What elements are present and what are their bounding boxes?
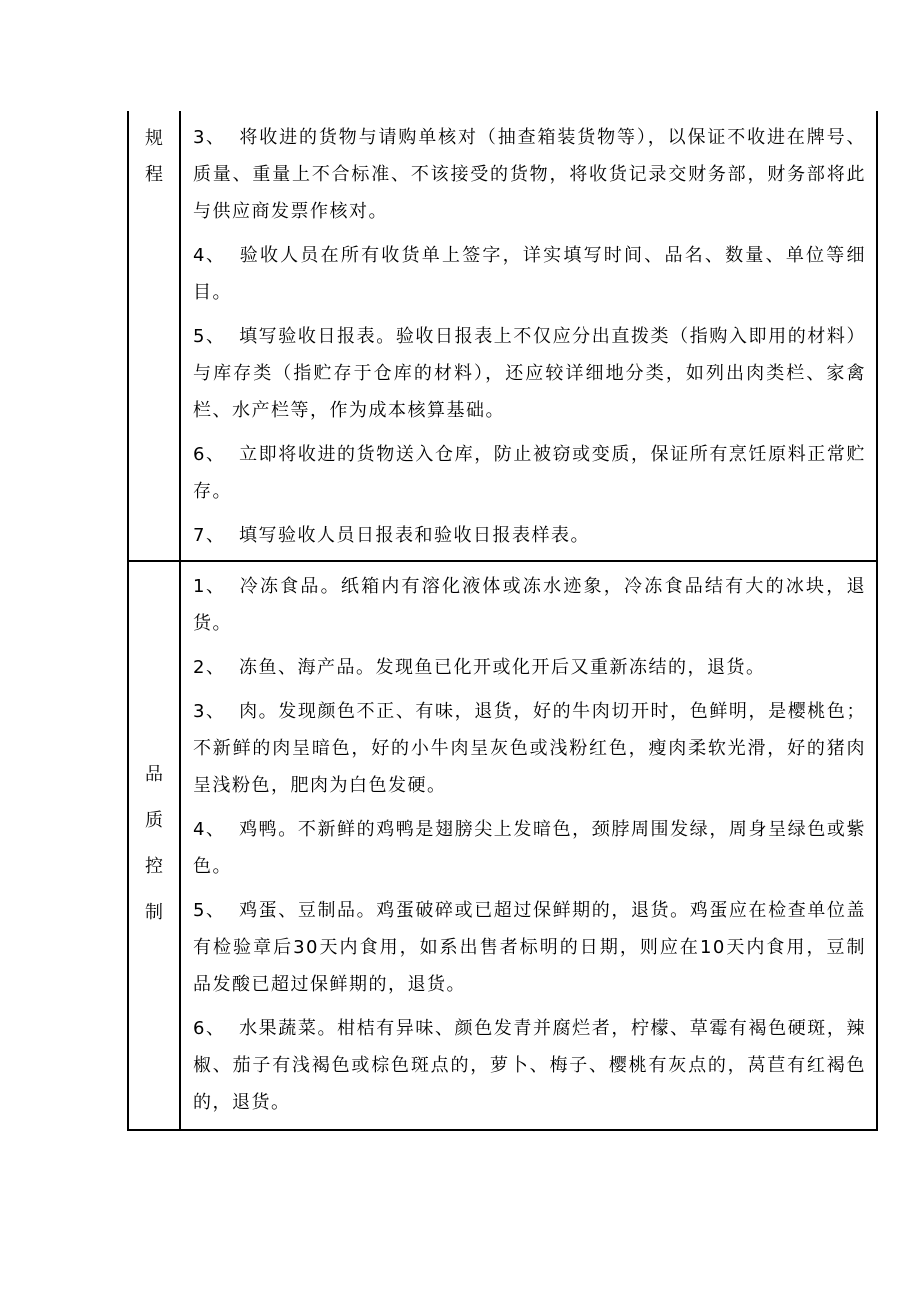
label-char: 制 bbox=[145, 901, 163, 923]
label-char: 品 bbox=[145, 763, 163, 785]
paragraph bbox=[181, 649, 876, 686]
label-char: 控 bbox=[145, 855, 163, 877]
item-text: 水果蔬菜。柑桔有异味、颜色发青并腐烂者，柠檬、草霉有褐色硬斑，辣椒、茄子有浅褐色或棕色斑点的，萝卜、梅子、樱桃有灰点的，莴苣有红褐色的，退货。 bbox=[193, 1018, 866, 1113]
document-table bbox=[127, 111, 878, 1131]
paragraph bbox=[181, 693, 876, 804]
paragraph bbox=[181, 436, 876, 510]
item-number: 6、 bbox=[193, 1018, 226, 1039]
paragraph bbox=[181, 568, 876, 642]
item-number: 4、 bbox=[193, 245, 226, 266]
item-number: 5、 bbox=[193, 900, 226, 921]
item-text: 冷冻食品。纸箱内有溶化液体或冻水迹象，冷冻食品结有大的冰块，退货。 bbox=[193, 576, 866, 634]
item-text: 填写验收人员日报表和验收日报表样表。 bbox=[239, 525, 590, 546]
label-char: 质 bbox=[145, 809, 163, 831]
item-text: 填写验收日报表。验收日报表上不仅应分出直拨类（指购入即用的材料）与库存类（指贮存于仓库的材料），还应较详细地分类，如列出肉类栏、家禽栏、水产栏等，作为成本核算基础。 bbox=[193, 326, 866, 421]
item-text: 鸡鸭。不新鲜的鸡鸭是翅膀尖上发暗色，颈脖周围发绿，周身呈绿色或紫色。 bbox=[193, 819, 866, 877]
item-number: 1、 bbox=[193, 576, 226, 597]
item-text: 验收人员在所有收货单上签字，详实填写时间、品名、数量、单位等细目。 bbox=[193, 245, 866, 303]
vertical-label bbox=[129, 111, 179, 202]
row-label-procedure bbox=[128, 111, 180, 561]
vertical-label bbox=[129, 742, 179, 950]
paragraph bbox=[181, 1010, 876, 1121]
item-text: 将收进的货物与请购单核对（抽查箱装货物等），以保证不收进在牌号、质量、重量上不合标准、不该接受的货物，将收货记录交财务部，财务部将此与供应商发票作核对。 bbox=[193, 127, 866, 222]
paragraph bbox=[181, 811, 876, 885]
item-number: 3、 bbox=[193, 127, 226, 148]
paragraph bbox=[181, 119, 876, 230]
paragraph bbox=[181, 237, 876, 311]
item-number: 2、 bbox=[193, 657, 226, 678]
paragraph bbox=[181, 892, 876, 1003]
item-number: 4、 bbox=[193, 819, 226, 840]
item-number: 3、 bbox=[193, 701, 226, 722]
row-content-procedure bbox=[180, 111, 877, 561]
item-text: 鸡蛋、豆制品。鸡蛋破碎或已超过保鲜期的，退货。鸡蛋应在检查单位盖有检验章后30天内食用，如系出售者标明的日期，则应在10天内食用，豆制品发酸已超过保鲜期的，退货。 bbox=[193, 900, 866, 995]
row-label-quality-control bbox=[128, 561, 180, 1130]
label-char: 程 bbox=[145, 164, 163, 185]
table-row-quality-control bbox=[128, 561, 877, 1130]
paragraph bbox=[181, 517, 876, 554]
item-text: 立即将收进的货物送入仓库，防止被窃或变质，保证所有烹饪原料正常贮存。 bbox=[193, 444, 866, 502]
item-number: 5、 bbox=[193, 326, 226, 347]
table-row-procedure bbox=[128, 111, 877, 561]
item-text: 肉。发现颜色不正、有味，退货，好的牛肉切开时，色鲜明，是樱桃色；不新鲜的肉呈暗色，好的小牛肉呈灰色或浅粉红色，瘦肉柔软光滑，好的猪肉呈浅粉色，肥肉为白色发硬。 bbox=[193, 701, 866, 796]
item-number: 6、 bbox=[193, 444, 226, 465]
paragraph bbox=[181, 318, 876, 429]
row-content-quality-control bbox=[180, 561, 877, 1130]
item-text: 冻鱼、海产品。发现鱼已化开或化开后又重新冻结的，退货。 bbox=[239, 657, 766, 678]
item-number: 7、 bbox=[193, 525, 226, 546]
label-char: 规 bbox=[145, 128, 163, 149]
